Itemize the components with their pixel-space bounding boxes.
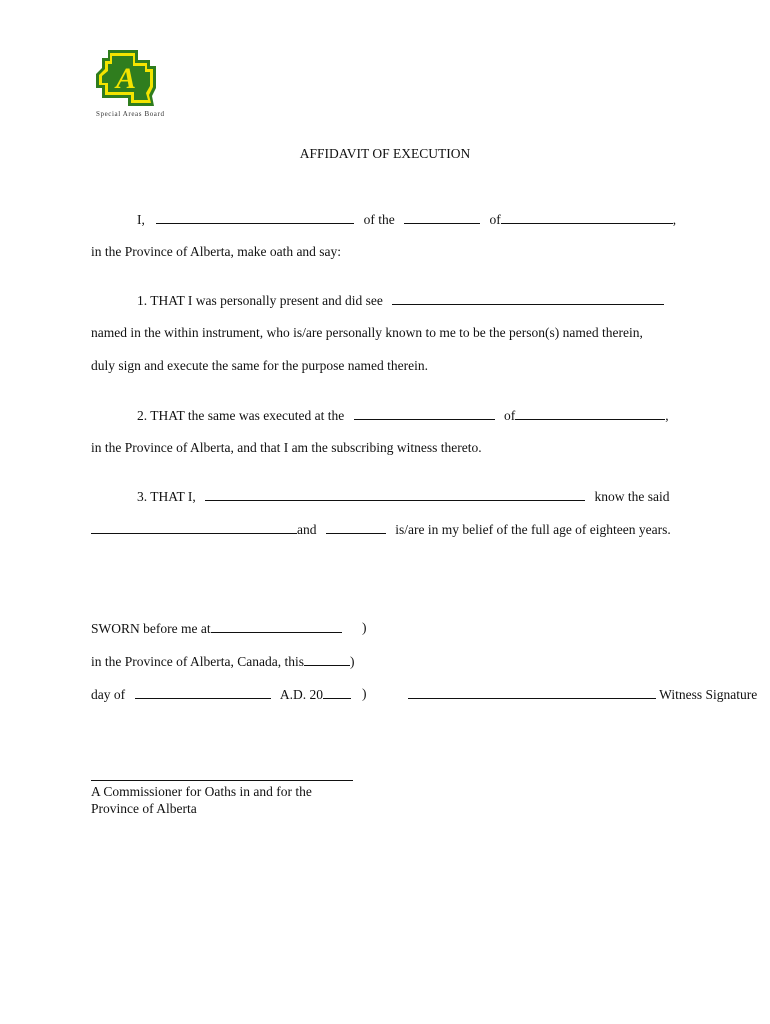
witness-signature-line: Witness Signature	[408, 686, 757, 703]
commissioner-line1: A Commissioner for Oaths in and for the	[91, 784, 312, 799]
commissioner-line2: Province of Alberta	[91, 801, 197, 816]
name-blank[interactable]	[156, 211, 354, 224]
para1-lead: 1. THAT I was personally present and did see	[137, 292, 664, 309]
province-line: in the Province of Alberta, Canada, this )	[91, 654, 355, 669]
para3-lead: 3. THAT I, know the said	[137, 489, 670, 504]
para2-lead: 2. THAT the same was executed at the of ,	[137, 408, 669, 423]
party-two-blank[interactable]	[326, 521, 386, 534]
sworn-at-blank[interactable]	[211, 620, 342, 633]
day-number-blank[interactable]	[304, 653, 350, 666]
para2-line2: in the Province of Alberta, and that I am the subscribing witness thereto.	[91, 440, 482, 455]
commissioner-signature-line[interactable]	[91, 780, 353, 781]
year-blank[interactable]	[323, 686, 351, 699]
para1-line2: named in the within instrument, who is/are personally known to me to be the person(s) named therein,	[91, 325, 643, 340]
executed-at-blank[interactable]	[354, 407, 495, 420]
intro-line: I, of the of ,	[137, 212, 677, 227]
executed-of-blank[interactable]	[515, 407, 665, 420]
logo-caption: Special Areas Board	[96, 110, 165, 118]
document-title: AFFIDAVIT OF EXECUTION	[299, 146, 471, 161]
para1-line3: duly sign and execute the same for the purpose named therein.	[91, 358, 429, 373]
sworn-paren-1: )	[362, 620, 367, 635]
oath-line: in the Province of Alberta, make oath and say:	[91, 244, 342, 259]
day-of-line: day of A.D. 20	[91, 686, 351, 703]
sworn-line: SWORN before me at	[91, 620, 342, 637]
para3-line2: and is/are in my belief of the full age of eighteen years.	[91, 521, 671, 538]
witness-signature-blank[interactable]	[408, 686, 656, 699]
location-blank[interactable]	[501, 211, 673, 224]
persons-blank[interactable]	[392, 292, 664, 305]
witness-name-blank[interactable]	[205, 488, 585, 501]
svg-text:A: A	[115, 62, 137, 95]
month-blank[interactable]	[135, 686, 271, 699]
party-one-blank[interactable]	[91, 521, 297, 534]
special-areas-logo-icon	[94, 48, 158, 108]
sworn-paren-3: )	[362, 686, 367, 701]
occupation-blank[interactable]	[404, 211, 480, 224]
